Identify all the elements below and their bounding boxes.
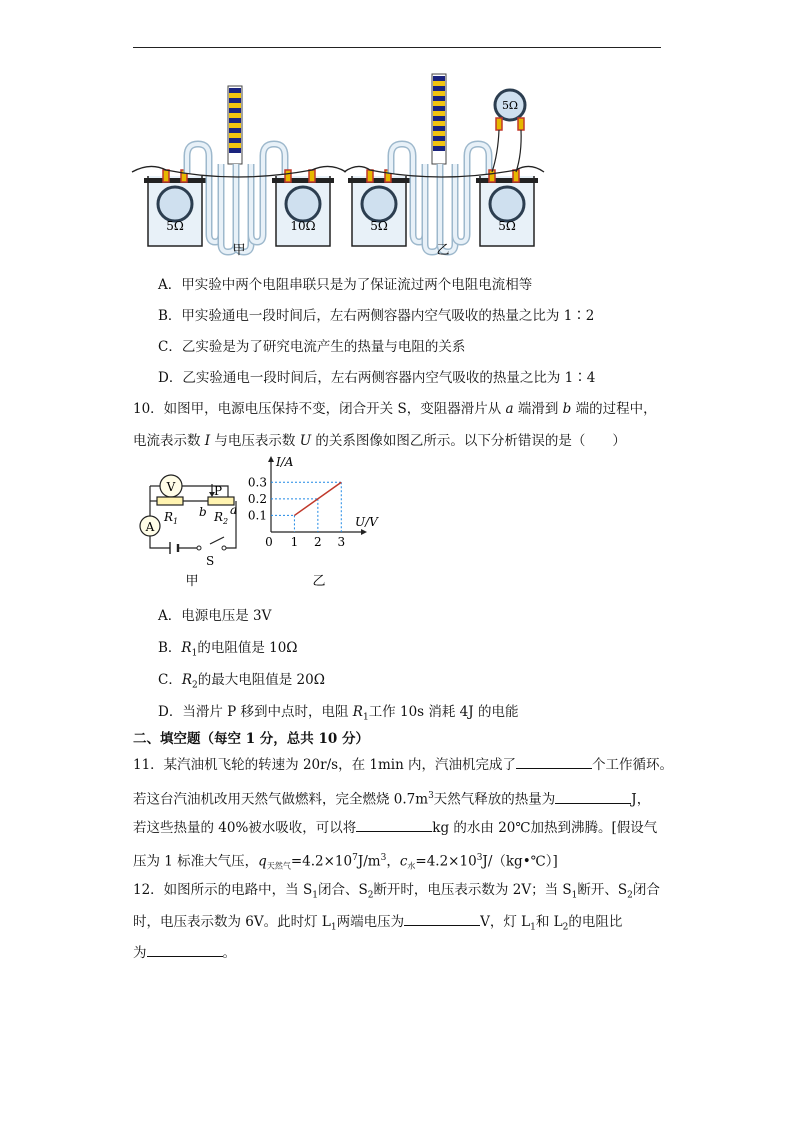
x-axis-arrow-icon: [361, 529, 367, 535]
q10-option-b: B．$R_1$的电阻值是 10Ω: [158, 640, 298, 659]
data-series-line: [294, 482, 341, 515]
resistor-10-ohm-label: 10Ω: [290, 219, 316, 233]
graph-x-label: U/V: [355, 515, 378, 529]
iu-graph: [248, 456, 367, 549]
q9-option-a: A．甲实验中两个电阻串联只是为了保证流过两个电阻电流相等: [158, 277, 533, 293]
outside-resistor-label: 5Ω: [501, 99, 519, 112]
graph-y-label: I/A: [276, 455, 294, 469]
scale-stripes: [229, 88, 241, 153]
resistor-5-ohm-label: 5Ω: [166, 219, 184, 233]
answer-blank[interactable]: [147, 942, 223, 957]
battery-icon: [170, 542, 178, 554]
answer-blank[interactable]: [516, 754, 592, 769]
graph-caption: 乙: [312, 574, 326, 589]
q10-stem-line2: 电流表示数 I 与电压表示数 U 的关系图像如图乙所示。以下分析错误的是（ ）: [133, 433, 626, 449]
y-tick-label: 0.1: [247, 508, 267, 523]
q12-line2: 时，电压表示数为 6V。此时灯 $L_1$两端电压为 V，灯 $L_1$和 $L_2$的电阻比: [133, 911, 622, 938]
q9-option-b: B．甲实验通电一段时间后，左右两侧容器内空气吸收的热量之比为 1∶2: [158, 308, 595, 324]
slider-label: P: [214, 484, 223, 498]
joule-heat-figure: [130, 64, 550, 258]
q10-option-a: A．电源电压是 3V: [158, 608, 272, 624]
q9-option-d: D．乙实验通电一段时间后，左右两侧容器内空气吸收的热量之比为 1∶4: [158, 370, 596, 386]
ammeter-label: A: [145, 520, 155, 534]
voltmeter-label: V: [166, 480, 176, 494]
resistor-5-ohm-label-yi-right: 5Ω: [498, 219, 516, 233]
x-tick-label: 1: [290, 535, 299, 549]
header-rule: [133, 47, 661, 48]
resistor-r1: [157, 497, 183, 505]
switch-label: S: [206, 554, 215, 568]
q11-line3: 若这些热量的 40%被水吸收，可以将 kg 的水由 20℃加热到沸腾。[假设气: [133, 817, 657, 838]
y-axis-arrow-icon: [268, 456, 274, 462]
q11-line2: 若这台汽油机改用天然气做燃料，完全燃烧 $0.7m^3$天然气释放的热量为 J，: [133, 786, 650, 810]
scale-stripes-2: [433, 76, 445, 151]
figure-caption-yi: 乙: [436, 243, 450, 258]
q10-option-d: D．当滑片 P 移到中点时，电阻 $R_1$工作 10s 消耗 4J 的电能: [158, 704, 519, 723]
y-tick-label: 0.2: [247, 491, 267, 506]
q11-line1: 11．某汽油机飞轮的转速为 20r/s，在 1min 内，汽油机完成了 个工作循环。: [133, 754, 673, 775]
experiment-yi: [344, 74, 544, 258]
section-heading: 二、填空题（每空 1 分，总共 10 分）: [133, 731, 369, 747]
resistor-5-ohm-label-yi-left: 5Ω: [370, 219, 388, 233]
y-tick-label: 0.3: [247, 475, 267, 490]
answer-blank[interactable]: [356, 817, 432, 832]
r2-label: $R_2$: [214, 510, 229, 526]
circuit-caption: 甲: [185, 574, 199, 589]
q12-line3: 为 。: [133, 942, 236, 963]
q12-line1: 12．如图所示的电路中，当 $S_1$闭合、$S_2$断开时，电压表示数为 2V；当 $S_1$断开、$S_2$闭合: [133, 882, 660, 901]
switch-contact-icon-2: [222, 546, 226, 550]
q11-line4: 压为 1 标准大气压，$q_{天然气}=4.2\times 10^7J/m^3$，$c_水=4.2\times 10^3J/(kg•℃)$]: [133, 853, 558, 871]
x-tick-label: 2: [314, 535, 322, 549]
figure-caption-jia: 甲: [232, 243, 246, 258]
q10-stem-line1: 10．如图甲，电源电压保持不变，闭合开关 S，变阻器滑片从 a 端滑到 b 端的过程中，: [133, 401, 657, 417]
switch-contact-icon: [197, 546, 201, 550]
q9-option-c: C．乙实验是为了研究电流产生的热量与电阻的关系: [158, 339, 466, 355]
answer-blank[interactable]: [555, 789, 631, 804]
end-b-label: b: [199, 505, 207, 519]
q10-figure: [128, 455, 388, 594]
answer-blank[interactable]: [404, 911, 480, 926]
q10-option-c: C．$R_2$的最大电阻值是 20Ω: [158, 672, 325, 691]
x-tick-label: 0: [265, 535, 273, 549]
end-a-label: a: [230, 503, 238, 517]
experiment-jia: [132, 86, 346, 258]
x-tick-label: 3: [337, 535, 346, 549]
r1-label: $R_1$: [164, 510, 179, 526]
